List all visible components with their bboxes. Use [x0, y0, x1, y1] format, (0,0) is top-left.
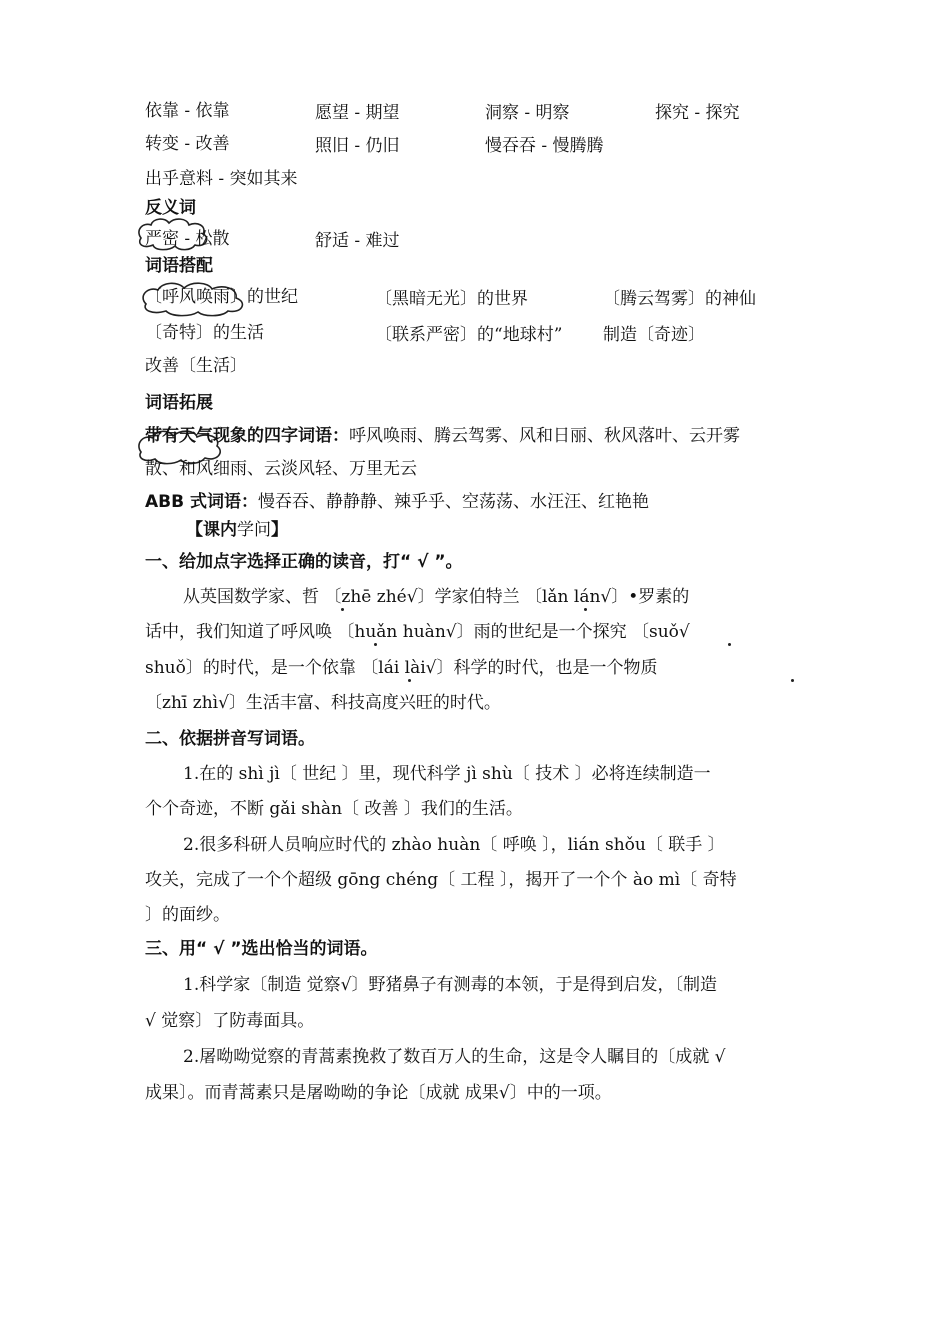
q2-item-line [183, 762, 711, 786]
q2-answer: 改善 [364, 799, 399, 819]
weather-words-label: 带有天气现象的四字词语： [145, 426, 349, 446]
q3-line: 成果〕。而青蒿素只是屠呦呦的争论〔成就 成果√〕中的一项。 [145, 1083, 612, 1103]
synonym-pair: 慢吞吞 - 慢腾腾 [485, 136, 604, 156]
collocation: 〔腾云驾雾〕的神仙 [603, 289, 756, 309]
synonym-pair: 探究 - 探究 [655, 103, 740, 123]
collocation: 〔奇特〕的生活 [145, 323, 264, 343]
collocations-heading: 词语搭配 [145, 256, 213, 276]
collocation: 制造〔奇迹〕 [603, 325, 705, 345]
q2-answer: 奇特 [702, 870, 737, 890]
q1-title: 一、给加点字选择正确的读音，打“ √ ”。 [145, 552, 463, 572]
q2-item-line [145, 868, 737, 892]
q2-answer: 呼唤 [502, 835, 537, 855]
lesson-heading-rest: 学问 [237, 520, 271, 540]
q1-line: 从英国数学家、哲 〔zhē zhé√〕学家伯特兰 〔lǎn lán√〕•罗素的 [183, 587, 690, 607]
abb-words: 慢吞吞、静静静、辣乎乎、空荡荡、水汪汪、红艳艳 [258, 492, 649, 512]
emphasis-dot [728, 643, 731, 646]
q2-answer: 工程 [460, 870, 495, 890]
q2-answer: 技术 [535, 764, 570, 784]
q2-item-line [145, 797, 523, 821]
lesson-bracket-open: 【 [186, 520, 203, 540]
lesson-bracket-close: 】 [271, 520, 288, 540]
q2-text: 〕 [707, 835, 725, 855]
synonym-pair: 转变 - 改善 [145, 134, 230, 154]
q2-text: 攻关，完成了一个个超级 gōng chéng〔 [145, 870, 456, 890]
q2-text: 1.在的 shì jì〔 [183, 764, 297, 784]
q1-line: 话中，我们知道了呼风唤 〔huǎn huàn√〕雨的世纪是一个探究 〔suǒ√ [145, 622, 690, 642]
collocation: 〔呼风唤雨〕的世纪 [145, 287, 298, 307]
weather-words-line: 散、和风细雨、云淡风轻、万里无云 [145, 459, 417, 479]
q3-title: 三、用“ √ ”选出恰当的词语。 [145, 939, 378, 959]
q2-text: 〕我们的生活。 [403, 799, 523, 819]
collocation: 改善〔生活〕 [145, 356, 247, 376]
abb-words-line [145, 490, 649, 514]
lesson-heading [186, 518, 288, 542]
collocation: 〔黑暗无光〕的世界 [375, 289, 528, 309]
emphasis-dot [374, 643, 377, 646]
lesson-heading-bold: 课内 [203, 520, 237, 540]
antonym-pair: 舒适 - 难过 [315, 231, 400, 251]
q2-item-line [183, 833, 725, 857]
expansion-heading: 词语拓展 [145, 393, 213, 413]
q2-text: 〕必将连续制造一 [574, 764, 711, 784]
weather-words: 呼风唤雨、腾云驾雾、风和日丽、秋风落叶、云开雾 [349, 426, 740, 446]
collocation: 〔联系严密〕的“地球村” [375, 325, 563, 345]
emphasis-dot [408, 679, 411, 682]
emphasis-dot [341, 608, 344, 611]
q3-line: √ 觉察〕了防毒面具。 [145, 1011, 315, 1031]
q2-answer: 世纪 [302, 764, 337, 784]
q3-line: 2.屠呦呦觉察的青蒿素挽救了数百万人的生命，这是令人瞩目的〔成就 √ [183, 1047, 726, 1067]
synonym-pair: 愿望 - 期望 [315, 103, 400, 123]
abb-words-label: ABB 式词语： [145, 492, 258, 512]
q1-line: shuǒ〕的时代，是一个依靠 〔lái lài√〕科学的时代，也是一个物质 [145, 658, 658, 678]
q2-text: 〕，揭开了一个个 ào mì〔 [499, 870, 698, 890]
q2-text: 〕，lián shǒu〔 [542, 835, 663, 855]
q2-title: 二、依据拼音写词语。 [145, 729, 315, 749]
synonym-pair: 依靠 - 依靠 [145, 101, 230, 121]
q1-line: 〔zhī zhì√〕生活丰富、科技高度兴旺的时代。 [145, 693, 501, 713]
antonym-pair: 严密 - 松散 [145, 229, 230, 249]
q2-answer: 联手 [668, 835, 703, 855]
synonym-pair: 洞察 - 明察 [485, 103, 570, 123]
q2-text: 〕里，现代科学 jì shù〔 [341, 764, 530, 784]
weather-words-line [145, 424, 740, 448]
synonym-pair: 出乎意料 - 突如其来 [145, 169, 298, 189]
q3-line: 1.科学家〔制造 觉察√〕野猪鼻子有测毒的本领，于是得到启发，〔制造 [183, 975, 717, 995]
q2-text: 个个奇迹，不断 gǎi shàn〔 [145, 799, 360, 819]
emphasis-dot [584, 608, 587, 611]
q2-text: 2.很多科研人员响应时代的 zhào huàn〔 [183, 835, 498, 855]
synonym-pair: 照旧 - 仍旧 [315, 136, 400, 156]
emphasis-dot [791, 679, 794, 682]
antonyms-heading: 反义词 [145, 198, 196, 218]
q2-item-line: 〕的面纱。 [145, 905, 230, 925]
